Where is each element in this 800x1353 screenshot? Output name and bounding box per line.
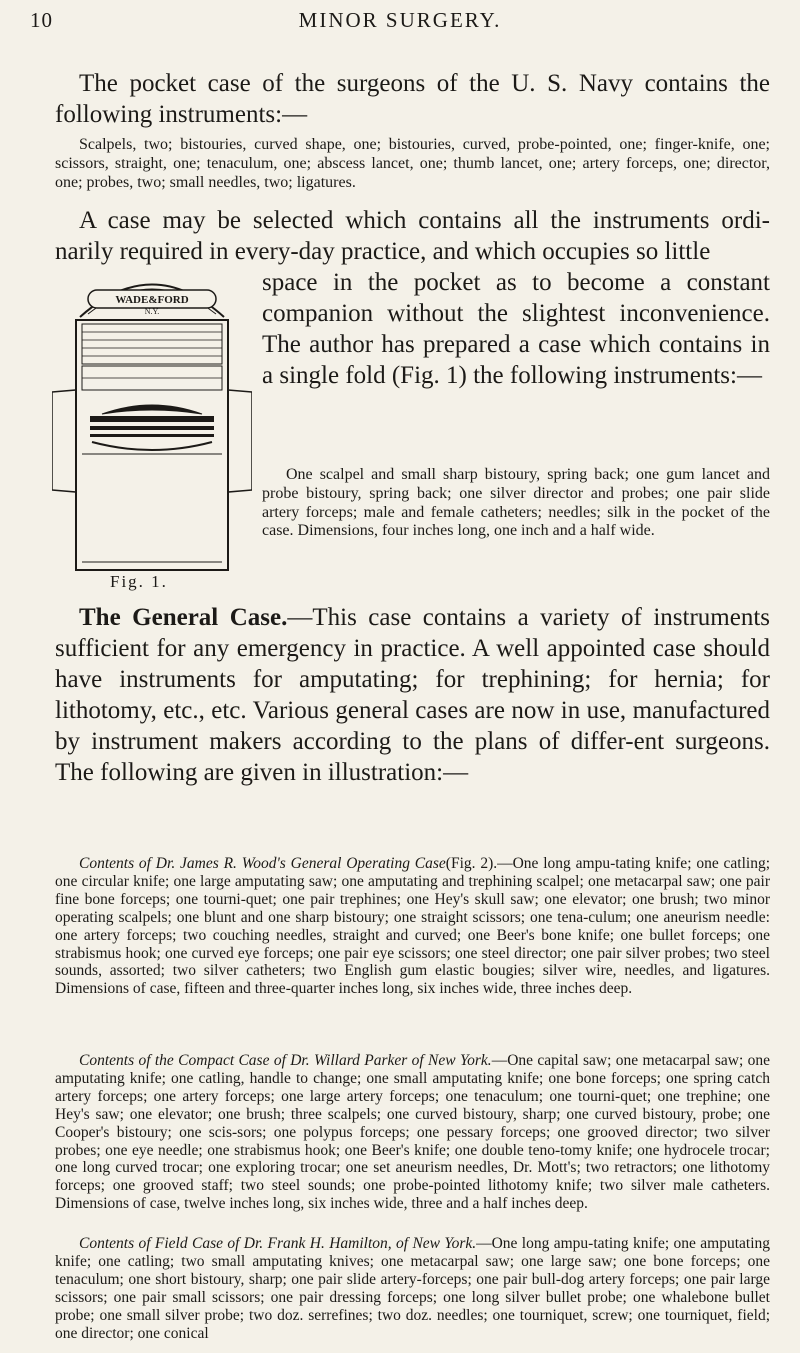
contents-parker-case (55, 1052, 770, 1213)
contents-title: Contents of Dr. James R. Wood's General Operating Case (79, 855, 446, 872)
figure-caption: Fig. 1. (110, 572, 168, 591)
figure-1-pocket-case (52, 262, 252, 592)
contents-ref: (Fig. 2). (445, 855, 498, 872)
intro-paragraph: The pocket case of the surgeons of the U. S. Navy contains the following instruments:— (55, 70, 770, 128)
contents-hamilton-case (55, 1235, 770, 1342)
contents-title: Contents of the Compact Case of Dr. Willard Parker of New York. (79, 1052, 492, 1069)
contents-title: Contents of Field Case of Dr. Frank H. Hamilton, of New York. (79, 1235, 477, 1252)
general-case-paragraph (55, 602, 770, 788)
page-number: 10 (30, 8, 53, 32)
selected-case-continued: space in the pocket as to become a constant companion without the slightest inconvenience. The author has prepared a case which contains in a single fold (Fig. 1) the following instruments:— (262, 269, 770, 389)
selected-case-paragraph: A case may be selected which contains all the instruments ordi-narily required in every-day practice, and which occupies so little (55, 207, 770, 265)
general-case-text: —This case contains a variety of instruments sufficient for any emergency in practice. A well appointed case should have instruments for amputating; for trephining; for hernia; for lithotomy, etc., etc. Various general cases are now in use, manufactured by instrument makers according to the plans of differ-ent surgeons. The following are given in illustration:— (55, 604, 770, 786)
page-header (30, 8, 770, 38)
author-case-instrument-list: One scalpel and small sharp bistoury, spring back; one gum lancet and probe bistoury, spring back; one silver director and probes; one pair slide artery forceps; male and female catheters; needles; silk in the pocket of the case. Dimensions, four inches long, one inch and a half wide. (262, 466, 770, 540)
contents-text: —One long ampu-tating knife; one catling; one circular knife; one large amputating saw; one amputating and trephining scalpel; one metacarpal saw; one pair fine bone forceps; one tourni-quet; one pair trephines; one Hey's skull saw; one elevator; one brush; two minor operating scalpels; one blunt and one sharp bistoury; one straight scissors; one tena-culum; one aneurism needle: one artery forceps; two couching needles, straight and curved; one Beer's bone knife; one bullet forceps; one strabismus hook; one curved eye forceps; one pair eye scissors; one steel director; one pair silver probes; two steel sounds, assorted; two silver catheters; two English gum elastic bougies; silver wire, needles, and ligatures. Dimensions of case, fifteen and three-quarter inches long, six inches wide, three inches deep. (55, 855, 771, 998)
navy-instrument-list: Scalpels, two; bistouries, curved shape, one; bistouries, curved, probe-pointed, one; finger-knife, one; scissors, straight, one; tenaculum, one; abscess lancet, one; thumb lancet, one; artery forceps, one; director, one; probes, two; small needles, two; ligatures. (55, 136, 770, 191)
general-case-heading: The General Case. (79, 604, 288, 631)
running-head: MINOR SURGERY. (298, 8, 502, 32)
contents-wood-case (55, 855, 770, 998)
contents-text: —One long ampu-tating knife; one amputating knife; one catling; two small amputating knives; one metacarpal saw; one large saw; one bone forceps; one tenaculum; one short bistoury, sharp; one pair slide artery-forceps; one pair bull-dog artery forceps; one pair large scissors; one pair small scissors; one pair dressing forceps; one long silver bullet probe; one whalebone bullet probe; one small silver probe; two doz. serrefines; two doz. needles; one tourniquet, screw; one tourniquet, field; one director; one conical (55, 1235, 770, 1342)
pocket-case-illustration (52, 285, 252, 571)
contents-text: —One capital saw; one metacarpal saw; one amputating knife; one catling, handle to change; one small amputating knife; one bone forceps; one spring catch artery forceps; one artery forceps; one large artery forceps; one tenaculum; one tourni-quet; one trephine; one Hey's saw; one elevator; one brush; three scalpels; one curved bistoury, sharp; one curved bistoury, probe; one Cooper's bistoury; one scis-sors; one polypus forceps; one pessary forceps; one grooved director; two silver probes; one eye needle; one strabismus hook; one Beer's knife; one double teno-tomy knife; one hydrocele trocar; one long curved trocar; one exploring trocar; one set aneurism needles, Dr. Mott's; two retractors; one lithotomy forceps; one grooved staff; two steel sounds; one probe-pointed lithotomy knife; two silver male catheters. Dimensions of case, twelve inches long, six inches wide, three and a half inches deep. (55, 1052, 770, 1213)
maker-stamp-city: N.Y. (144, 307, 160, 316)
maker-stamp: WADE&FORD (115, 294, 189, 306)
